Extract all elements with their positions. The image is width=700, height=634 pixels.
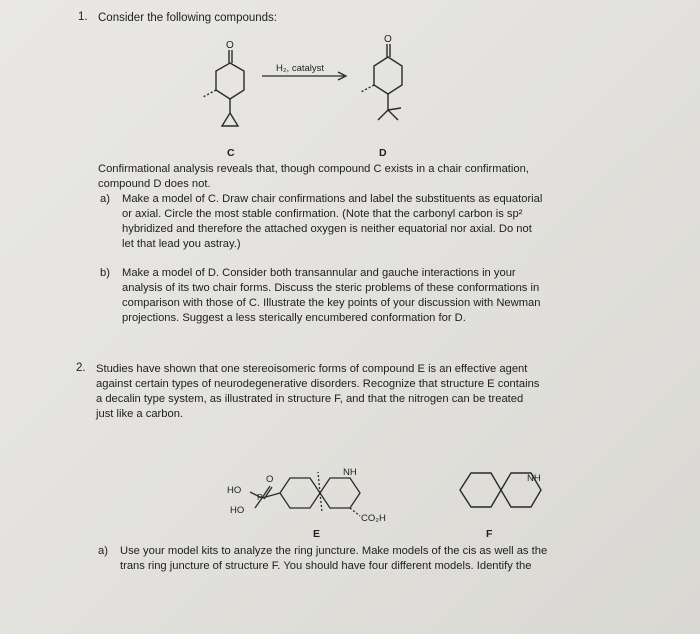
- e-co2h: CO₂H: [361, 513, 386, 524]
- q2-part-a-marker: a): [98, 545, 108, 557]
- reagent-label: H₂, catalyst: [276, 63, 325, 74]
- q1-part-b-line-1: Make a model of D. Consider both transannular and gauche interactions in your: [122, 267, 516, 279]
- e-ho-top: HO: [227, 485, 242, 496]
- compound-c-label: C: [227, 147, 235, 159]
- f-nh: NH: [527, 473, 541, 484]
- q2-line-3: a decalin type system, as illustrated in structure F, and that the nitrogen can be treated: [96, 393, 524, 405]
- e-phosphorus: P: [257, 492, 263, 502]
- q2-line-4: just like a carbon.: [96, 408, 184, 420]
- q1-part-b-line-3: comparison with those of C. Illustrate the key points of your discussion with Newman: [122, 297, 541, 309]
- q1-part-a-line-4: let that lead you astray.): [122, 238, 241, 250]
- q1-intro-line-2: compound D does not.: [98, 178, 211, 190]
- q1-part-a-marker: a): [100, 193, 110, 205]
- q1-part-a-line-3: hybridized and therefore the attached oxygen is neither equatorial nor axial. Do not: [122, 223, 532, 235]
- compound-d-oxygen: O: [384, 34, 392, 45]
- q2-part-a-line-1: Use your model kits to analyze the ring juncture. Make models of the cis as well as the: [120, 545, 548, 557]
- q1-part-b-line-2: analysis of its two chair forms. Discuss the steric problems of these conformations in: [122, 282, 540, 294]
- q1-part-b-line-4: projections. Suggest a less sterically encumbered conformation for D.: [122, 312, 466, 324]
- q2-line-1: Studies have shown that one stereoisomeric forms of compound E is an effective agent: [96, 363, 528, 375]
- compound-c-oxygen: O: [226, 40, 234, 51]
- structure-e-label: E: [313, 528, 321, 540]
- question-1-heading: Consider the following compounds:: [98, 12, 277, 24]
- question-2-number: 2.: [76, 362, 86, 374]
- structure-f-label: F: [486, 528, 493, 540]
- compound-d-label: D: [379, 147, 387, 159]
- q1-intro-line-1: Confirmational analysis reveals that, though compound C exists in a chair confirmation,: [98, 163, 529, 175]
- q2-line-2: against certain types of neurodegenerative disorders. Recognize that structure E contains: [96, 378, 540, 390]
- q1-part-b-marker: b): [100, 267, 110, 279]
- q1-part-a-line-1: Make a model of C. Draw chair confirmations and label the substituents as equatorial: [122, 193, 543, 205]
- q1-part-a-line-2: or axial. Circle the most stable confirmation. (Note that the carbonyl carbon is sp²: [122, 208, 523, 220]
- e-oxygen: O: [266, 474, 274, 485]
- e-ho-bottom: HO: [230, 505, 245, 516]
- e-nh: NH: [343, 467, 357, 478]
- question-1-number: 1.: [78, 11, 88, 23]
- q2-part-a-line-2: trans ring juncture of structure F. You should have four different models. Identify the: [120, 560, 532, 572]
